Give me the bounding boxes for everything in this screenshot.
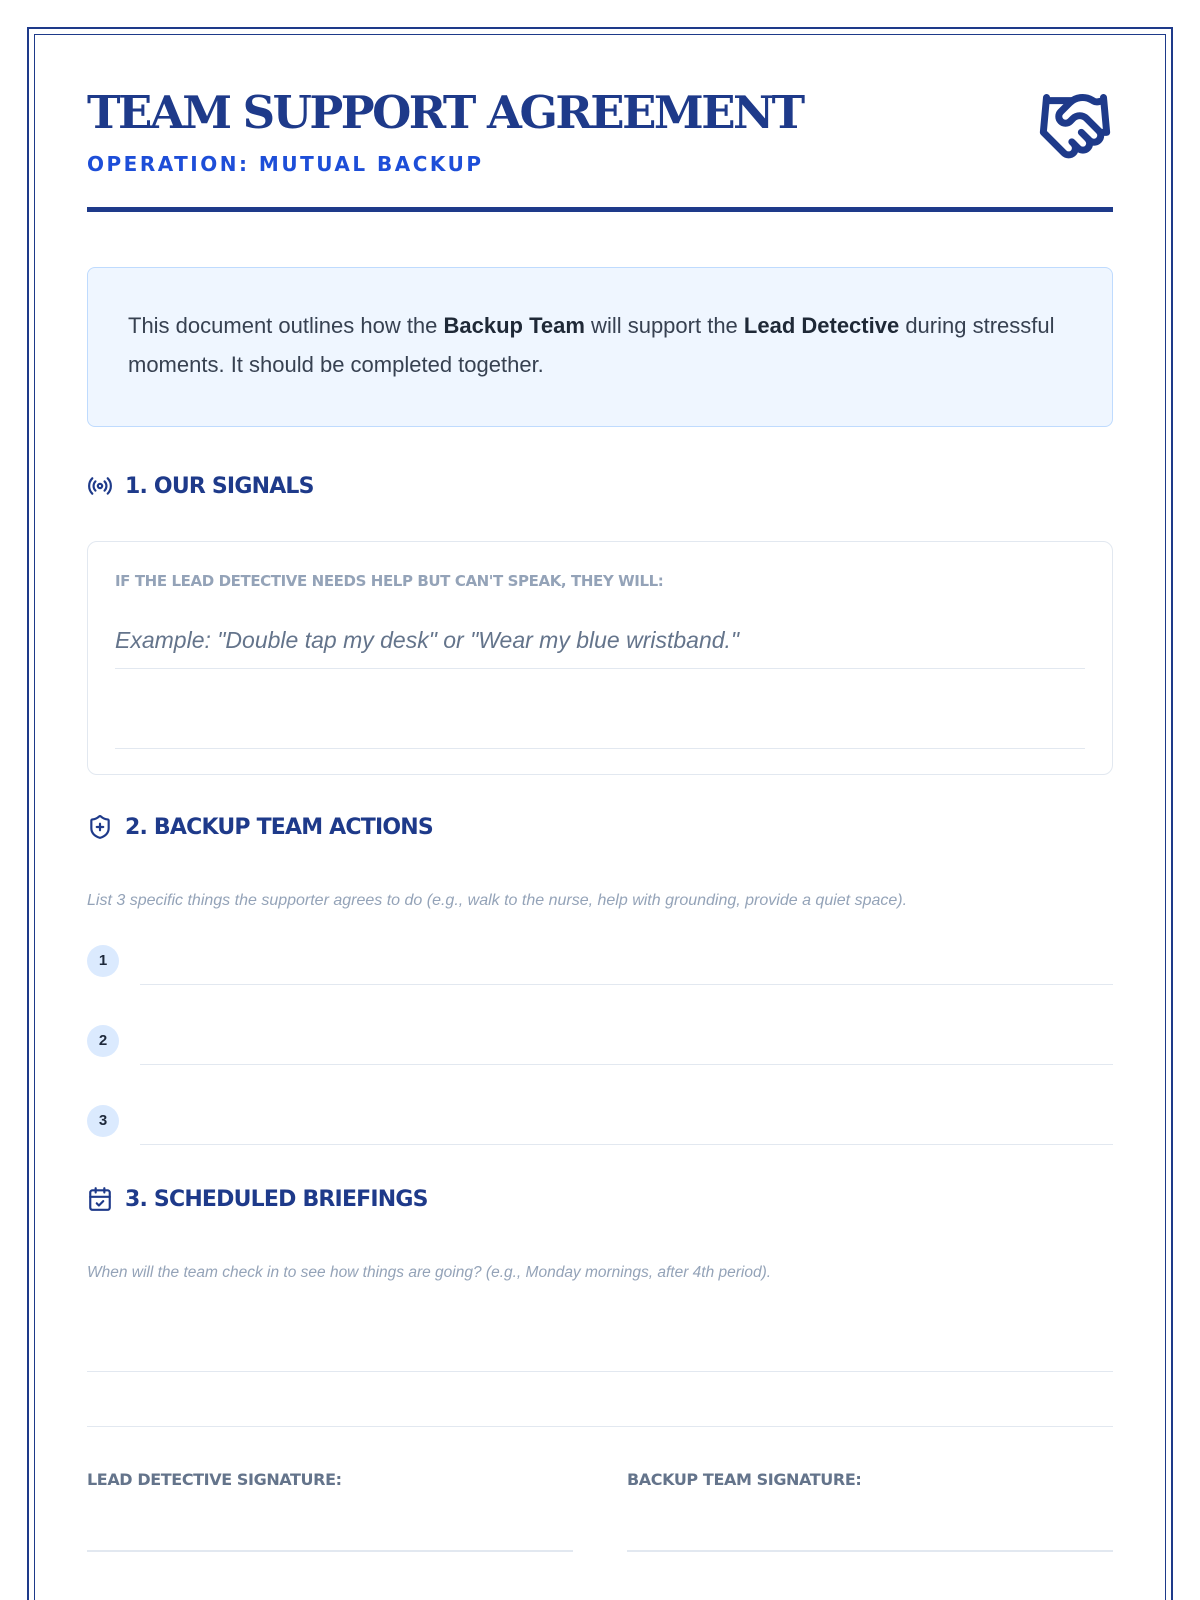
lead-signature-line[interactable]	[87, 1550, 573, 1552]
number-badge: 1	[87, 945, 119, 977]
document-content	[87, 60, 1113, 1489]
backup-signature-label: BACKUP TEAM SIGNATURE:	[627, 1470, 862, 1489]
action-item	[87, 1105, 1113, 1145]
broadcast-icon	[87, 473, 113, 499]
page-title: TEAM SUPPORT AGREEMENT	[87, 86, 803, 139]
handshake-icon	[1037, 88, 1113, 164]
intro-text: will support the	[584, 313, 744, 338]
page-subtitle: OPERATION: MUTUAL BACKUP	[87, 152, 484, 176]
number-badge: 3	[87, 1105, 119, 1137]
intro-text: during stressful moments. It should be completed together.	[128, 313, 1055, 377]
intro-text: This document outlines how the	[128, 313, 444, 338]
section-title: 3. SCHEDULED BRIEFINGS	[125, 1186, 428, 1212]
briefing-line-2[interactable]	[87, 1426, 1113, 1427]
action-item	[87, 945, 1113, 985]
section-heading-signals	[87, 473, 314, 499]
document-header	[87, 60, 1113, 212]
signal-box	[87, 541, 1113, 775]
calendar-check-icon	[87, 1186, 113, 1212]
number-badge: 2	[87, 1025, 119, 1057]
section-title: 2. BACKUP TEAM ACTIONS	[125, 814, 433, 840]
section-heading-briefings	[87, 1186, 428, 1212]
signal-input[interactable]: Example: "Double tap my desk" or "Wear my blue wristband."	[115, 627, 740, 653]
intro-bold-backup-team: Backup Team	[443, 313, 585, 338]
action-item	[87, 1025, 1113, 1065]
action-line[interactable]	[140, 984, 1113, 985]
signal-line-1[interactable]	[115, 668, 1085, 669]
intro-box	[87, 267, 1113, 427]
briefings-hint: When will the team check in to see how things are going? (e.g., Monday mornings, after 4th period).	[87, 1264, 772, 1281]
action-line[interactable]	[140, 1064, 1113, 1065]
signal-line-2[interactable]	[115, 748, 1085, 749]
briefing-line-1[interactable]	[87, 1371, 1113, 1372]
signal-label: IF THE LEAD DETECTIVE NEEDS HELP BUT CAN'T SPEAK, THEY WILL:	[115, 572, 664, 590]
section-heading-actions	[87, 814, 433, 840]
section-title: 1. OUR SIGNALS	[125, 473, 314, 499]
actions-hint: List 3 specific things the supporter agrees to do (e.g., walk to the nurse, help with grounding, provide a quiet space).	[87, 892, 908, 909]
action-line[interactable]	[140, 1144, 1113, 1145]
lead-signature-label: LEAD DETECTIVE SIGNATURE:	[87, 1470, 342, 1489]
shield-plus-icon	[87, 814, 113, 840]
backup-signature-line[interactable]	[627, 1550, 1113, 1552]
intro-bold-lead-detective: Lead Detective	[743, 313, 900, 338]
